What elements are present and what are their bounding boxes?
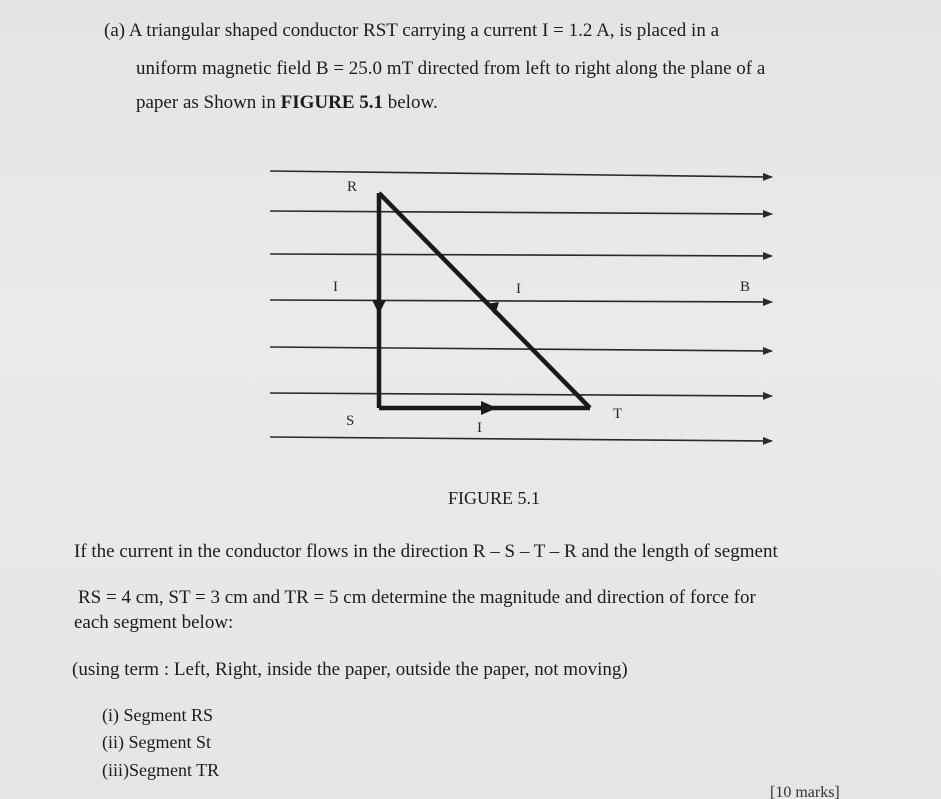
item-segment-tr: (iii)Segment TR	[102, 760, 220, 780]
field-line	[270, 437, 772, 441]
field-line	[270, 254, 772, 256]
label-current-left: I	[333, 279, 338, 295]
field-line	[270, 300, 772, 302]
field-line	[270, 347, 772, 351]
item-segment-st: (ii) Segment St	[102, 732, 211, 752]
figure-reference: FIGURE 5.1	[280, 92, 383, 113]
label-s: S	[346, 413, 355, 429]
part-a-line-3-pre: paper as Shown in	[136, 92, 281, 113]
part-a-line-2: uniform magnetic field B = 25.0 mT directed from left to right along the plane of a	[136, 58, 766, 79]
label-r: R	[347, 179, 358, 195]
current-arrow-st	[481, 401, 497, 415]
label-current-bottom: I	[477, 420, 482, 436]
label-t: T	[613, 406, 623, 422]
body-line-1: If the current in the conductor flows in the direction R – S – T – R and the length of segment	[74, 541, 778, 562]
body-line-3: each segment below:	[74, 612, 234, 633]
current-arrow-rs	[372, 300, 386, 314]
label-b: B	[740, 279, 751, 295]
body-line-4: (using term : Left, Right, inside the paper, outside the paper, not moving)	[72, 659, 628, 680]
field-line	[270, 211, 772, 214]
label-current-hyp: I	[516, 281, 521, 297]
field-line	[270, 171, 772, 177]
body-line-2: RS = 4 cm, ST = 3 cm and TR = 5 cm determine the magnitude and direction of force for	[78, 587, 756, 608]
magnetic-field-lines	[270, 171, 772, 441]
figure-caption: FIGURE 5.1	[448, 488, 541, 508]
item-segment-rs: (i) Segment RS	[102, 705, 213, 725]
part-a-line-3-post: below.	[383, 92, 438, 113]
field-line	[270, 393, 772, 396]
part-a-line-1: (a) A triangular shaped conductor RST carrying a current I = 1.2 A, is placed in a	[104, 20, 720, 41]
marks-label: [10 marks]	[770, 784, 840, 799]
